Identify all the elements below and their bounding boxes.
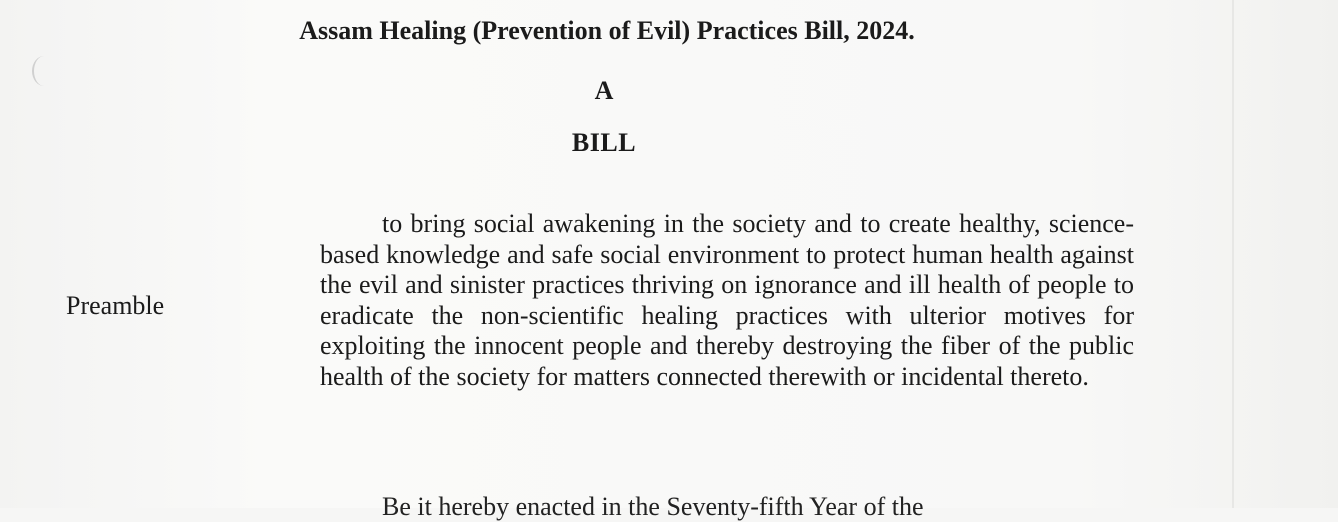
- margin-label-preamble: Preamble: [66, 291, 165, 320]
- document-title: Assam Healing (Prevention of Evil) Practices Bill, 2024.: [299, 16, 915, 45]
- heading-bill: BILL: [571, 128, 637, 157]
- next-paragraph-partial: Be it hereby enacted in the Seventy-fifth Year of the: [382, 492, 924, 521]
- heading-a: A: [594, 76, 614, 105]
- page-edge: [1232, 0, 1234, 508]
- preamble-paragraph: to bring social awakening in the society and to create healthy, science-based knowledge and safe social environment to protect human health against the evil and sinister practices thriving on ignorance and ill health of people to eradicate the non-scientific healing practices with ulterior motives for exploiting the innocent people and thereby destroying the fiber of the public health of the society for matters connected therewith or incidental thereto.: [320, 209, 1134, 391]
